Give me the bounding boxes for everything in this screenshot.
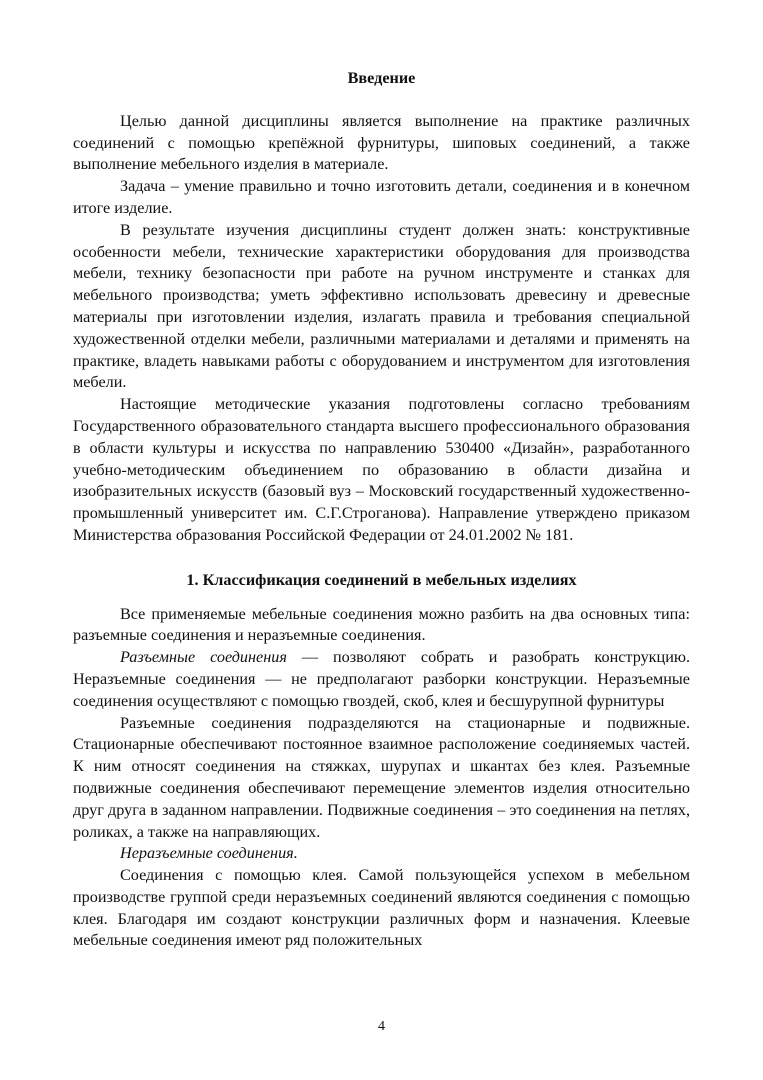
intro-paragraph-4: Настоящие методические указания подготовлены согласно требованиям Государственного образовательного стандарта высшего профессионального образования в области культуры и искусства по направлению 530400 «Дизайн», разработанного учебно-методическим объединением по образованию в области дизайна и изобразительных искусств (базовый вуз – Московский государственный художественно-промышленный университет им. С.Г.Строганова). Направление утверждено приказом Министерства образования Российской Федерации от 24.01.2002 № 181. [73,395,690,544]
section-1-paragraph-2 [73,647,690,712]
section-1-subheading-permanent: Неразъемные соединения. [120,844,298,863]
section-1-title: 1. Классификация соединений в мебельных изделиях [186,570,577,589]
intro-paragraph-1: Целью данной дисциплины является выполнение на практике различных соединений с помощью крепёжной фурнитуры, шиповых соединений, а также выполнение мебельного изделия в материале. [73,111,690,174]
term-detachable-joints: Разъемные соединения [120,648,287,667]
section-1-paragraph-5: Соединения с помощью клея. Самой пользующейся успехом в мебельном производстве группой среди неразъемных соединений являются соединения с помощью клея. Благодаря им создают конструкции различных форм и назначения. Клеевые мебельные соединения имеют ряд положительных [73,866,690,950]
term-detachable-text: — позволяют собрать и разобрать конструкцию. Неразъемные соединения — не предполагают разборки конструкции. Неразъемные соединения осуществляют с помощью гвоздей, скоб, клея и бесшурупной фурнитуры [73,648,690,710]
intro-paragraph-2: Задача – умение правильно и точно изготовить детали, соединения и в конечном итоге изделие. [73,177,690,217]
section-1-paragraph-1: Все применяемые мебельные соединения можно разбить на два основных типа: разъемные соединения и неразъемные соединения. [73,604,690,645]
document-page [73,68,690,952]
section-1-paragraph-3: Разъемные соединения подразделяются на стационарные и подвижные. Стационарные обеспечивают постоянное взаимное расположение соединяемых частей. К ним относят соединения на стяжках, шурупах и шкантах без клея. Разъемные подвижные соединения обеспечивают перемещение элементов изделия относительно друг друга в заданном направлении. Подвижные соединения – это соединения на петлях, роликах, а также на направляющих. [73,713,690,841]
intro-heading: Введение [347,69,416,87]
intro-paragraph-3: В результате изучения дисциплины студент должен знать: конструктивные особенности мебели, технические характеристики оборудования для производства мебели, технику безопасности при работе на ручном инструменте и станках для мебельного производства; уметь эффективно использовать древесину и древесные материалы при изготовлении изделия, излагать правила и требования специальной художественной отделки мебели, различными материалами и деталями и применять на практике, владеть навыками работы с оборудованием и инструментом для изготовления мебели. [73,220,690,392]
page-number: 4 [378,1019,385,1034]
